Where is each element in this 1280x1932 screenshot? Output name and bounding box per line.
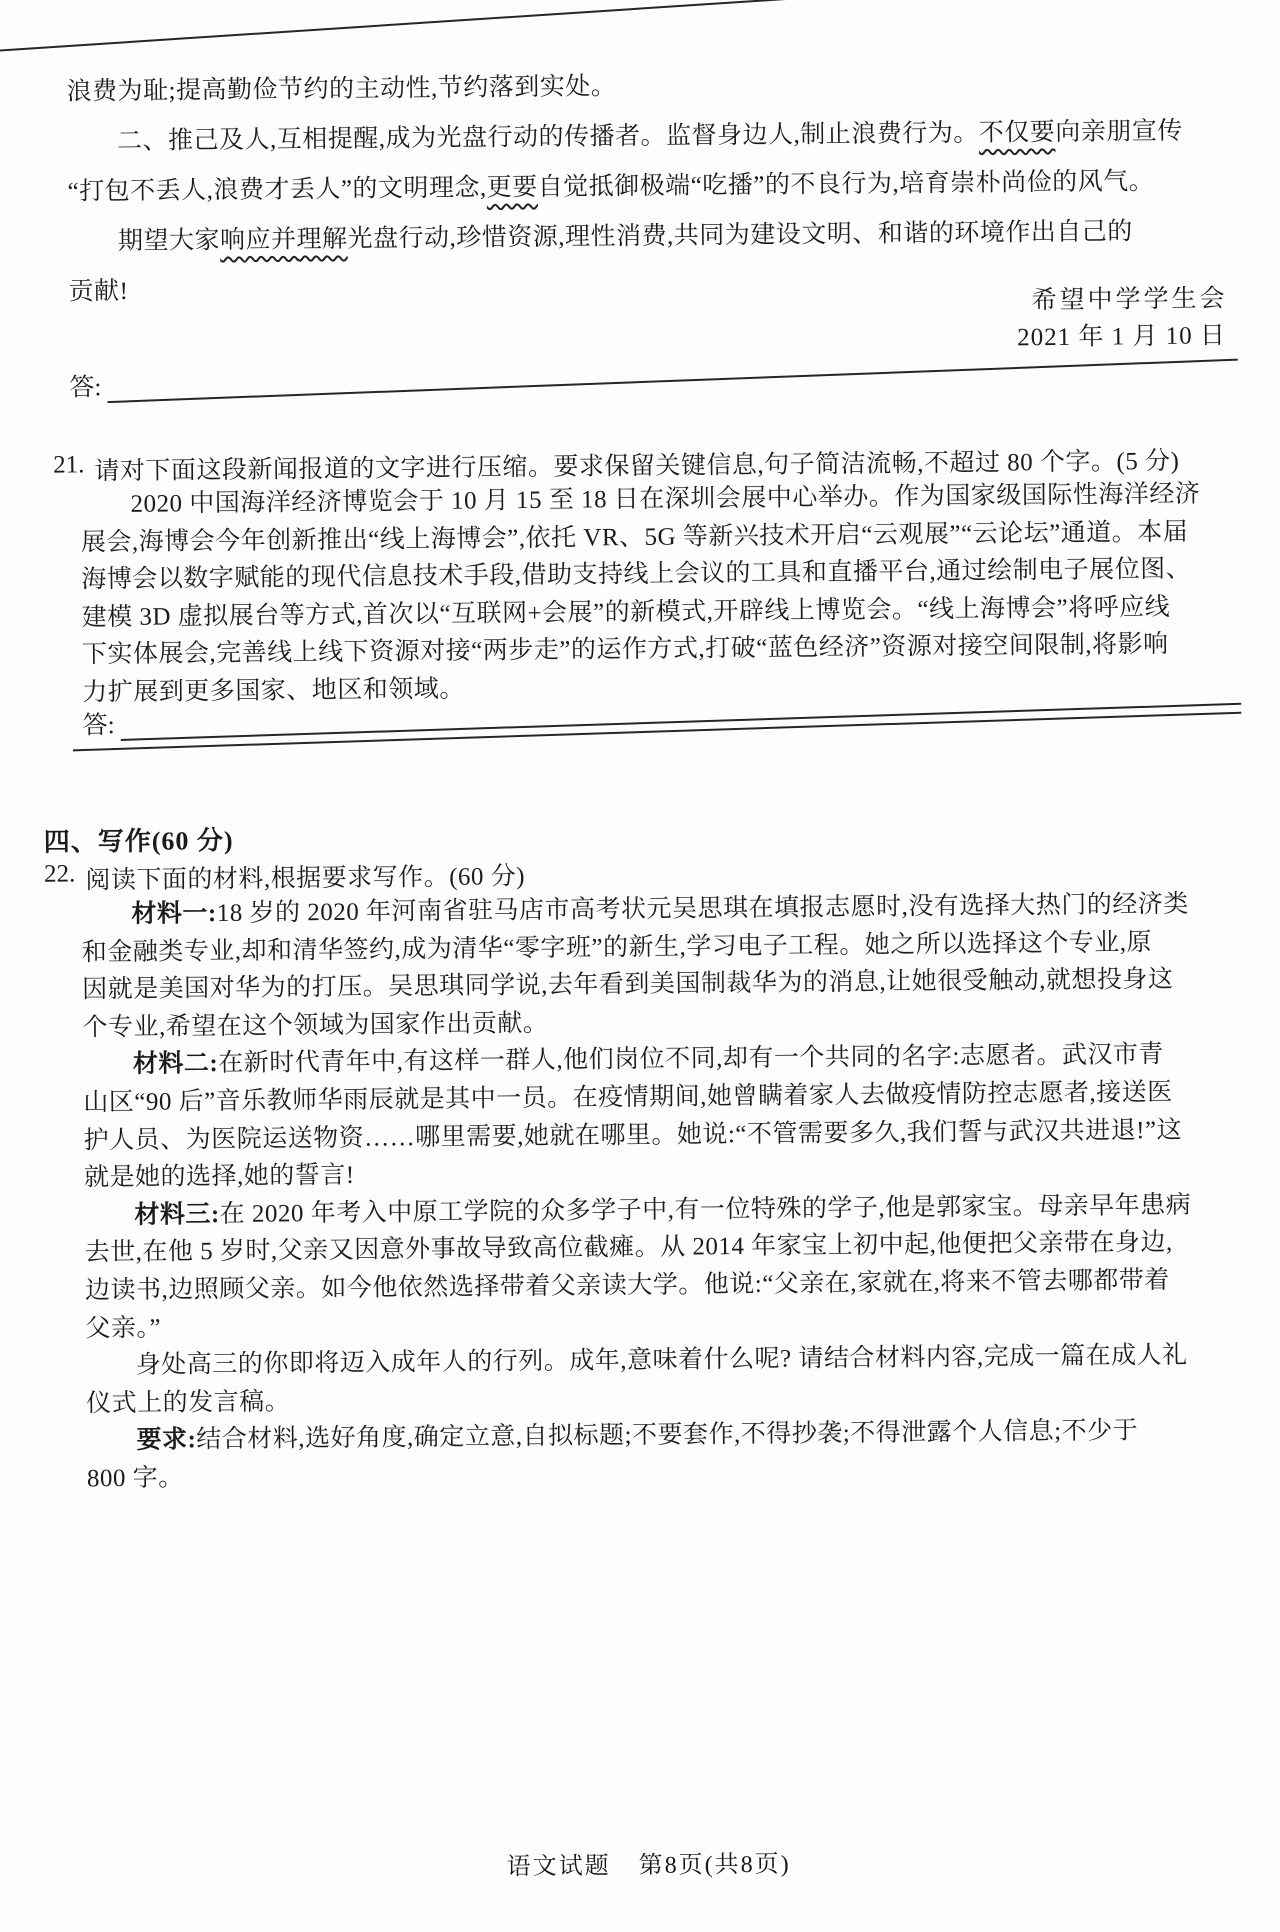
answer-row (69, 360, 1238, 403)
question-22-materials (81, 885, 1260, 1498)
letter-line: 贡献! (68, 277, 129, 306)
material-line: 边读书,边照顾父亲。如今他依然选择带着父亲读大学。他说:“父亲在,家就在,将来不管去哪都带着 (84, 1266, 1170, 1305)
letter-date: 2021 年 1 月 10 日 (1017, 322, 1227, 352)
answer-blank-line (121, 703, 1242, 741)
passage-line: 下实体展会,完善线上线下资源对接“两步走”的运作方式,打破“蓝色经济”资源对接空间限制,将影响 (81, 631, 1169, 669)
letter-text: 向亲朋宣传 (1055, 117, 1183, 146)
requirements-line: 800 字。 (86, 1464, 184, 1493)
letter-body (66, 56, 1233, 317)
question-21-number: 21. (53, 451, 85, 479)
passage-line: 2020 中国海洋经济博览会于 10 月 15 至 18 日在深圳会展中心举办。作为国家级国际性海洋经济 (130, 480, 1201, 518)
answer-blank-rule (0, 0, 1269, 52)
emphasis-text: 更要 (486, 173, 538, 202)
passage-line: 展会,海博会今年创新推出“线上海博会”,依托 VR、5G 等新兴技术开启“云观展”“云论坛”通道。本届 (80, 518, 1189, 556)
material-line: 就是她的选择,她的誓言! (83, 1161, 355, 1192)
material-text: 在新时代青年中,有这样一群人,他们岗位不同,却有一个共同的名字:志愿者。武汉市青 (218, 1041, 1165, 1078)
requirements-label: 要求: (136, 1426, 197, 1455)
letter-text: “打包不丢人,浪费才丢人”的文明理念, (67, 174, 487, 206)
task-line: 仪式上的发言稿。 (86, 1388, 291, 1418)
section-four-heading: 四、写作(60 分) (43, 825, 234, 857)
answer-label: 答: (82, 712, 115, 740)
passage-line: 力扩展到更多国家、地区和领域。 (82, 675, 465, 707)
letter-text: 自觉抵御极端“吃播”的不良行为,培育崇朴尚俭的风气。 (537, 168, 1155, 201)
material-line: 和金融类专业,却和清华签约,成为清华“零字班”的新生,学习电子工程。她之所以选择这个专业,原 (81, 928, 1153, 966)
material-line: 父亲。” (85, 1314, 162, 1342)
material-3-label: 材料三: (134, 1200, 220, 1229)
material-line: 山区“90 后”音乐教师华雨辰就是其中一员。在疫情期间,她曾瞒着家人去做疫情防控志愿者,接送医 (83, 1078, 1173, 1117)
material-line: 去世,在他 5 岁时,父亲又因意外事故导致高位截瘫。从 2014 年家宝上初中起,他便把父亲带在身边, (84, 1229, 1173, 1267)
page-footer (8, 1839, 1280, 1886)
answer-label: 答: (69, 374, 102, 402)
letter-text: 二、推己及人,互相提醒,成为光盘行动的传播者。监督身边人,制止浪费行为。 (116, 119, 979, 155)
letter-signature: 希望中学学生会 (1031, 285, 1228, 315)
footer-subject: 语文试题 (506, 1853, 611, 1881)
material-line: 因就是美国对华为的打压。吴思琪同学说,去年看到美国制裁华为的消息,让她很受触动,就想投身这 (82, 966, 1174, 1004)
letter-text: 光盘行动,珍惜资源,理性消费,共同为建设文明、和谐的环境作出自己的 (347, 218, 1133, 253)
passage-line: 建模 3D 虚拟展台等方式,首次以“互联网+会展”的新模式,开辟线上博览会。“线上海博会”将呼应线 (81, 593, 1171, 632)
passage-line: 海博会以数字赋能的现代信息技术手段,借助支持线上会议的工具和直播平台,通过绘制电子展位图、 (81, 555, 1192, 594)
question-22-number: 22. (43, 860, 76, 888)
question-21-prompt: 请对下面这段新闻报道的文字进行压缩。要求保留关键信息,句子简洁流畅,不超过 80 个字。(5 分) (94, 447, 1180, 486)
requirements-text: 结合材料,选好角度,确定立意,自拟标题;不要套作,不得抄袭;不得泄露个人信息;不少于 (196, 1417, 1139, 1454)
letter-line: 浪费为耻;提高勤俭节约的主动性,节约落到实处。 (66, 73, 617, 106)
question-21-passage (80, 475, 1252, 712)
footer-page-number: 第8页(共8页) (638, 1851, 791, 1880)
material-1-label: 材料一: (131, 900, 217, 928)
material-line: 护人员、为医院运送物资……哪里需要,她就在哪里。她说:“不管需要多久,我们誓与武汉共进退!”这 (83, 1116, 1183, 1154)
task-line: 身处高三的你即将迈入成年人的行列。成年,意味着什么呢? 请结合材料内容,完成一篇在成人礼 (135, 1341, 1188, 1379)
emphasis-text: 不仅要 (978, 118, 1056, 147)
answer-blank-line (0, 0, 1271, 52)
letter-text: 期望大家 (117, 226, 221, 255)
emphasis-text: 响应并理解 (219, 225, 348, 254)
answer-blank-line (107, 359, 1237, 403)
material-text: 在 2020 年考入中原工学院的众多学子中,有一位特殊的学子,他是郭家宝。母亲早年患病 (219, 1191, 1192, 1228)
material-2-label: 材料二: (132, 1050, 219, 1079)
material-line: 个专业,希望在这个领域为国家作出贡献。 (82, 1009, 549, 1042)
question-22-prompt: 阅读下面的材料,根据要求写作。(60 分) (85, 863, 526, 895)
material-text: 18 岁的 2020 年河南省驻马店市高考状元吴思琪在填报志愿时,没有选择大热门的经济类 (216, 890, 1189, 928)
